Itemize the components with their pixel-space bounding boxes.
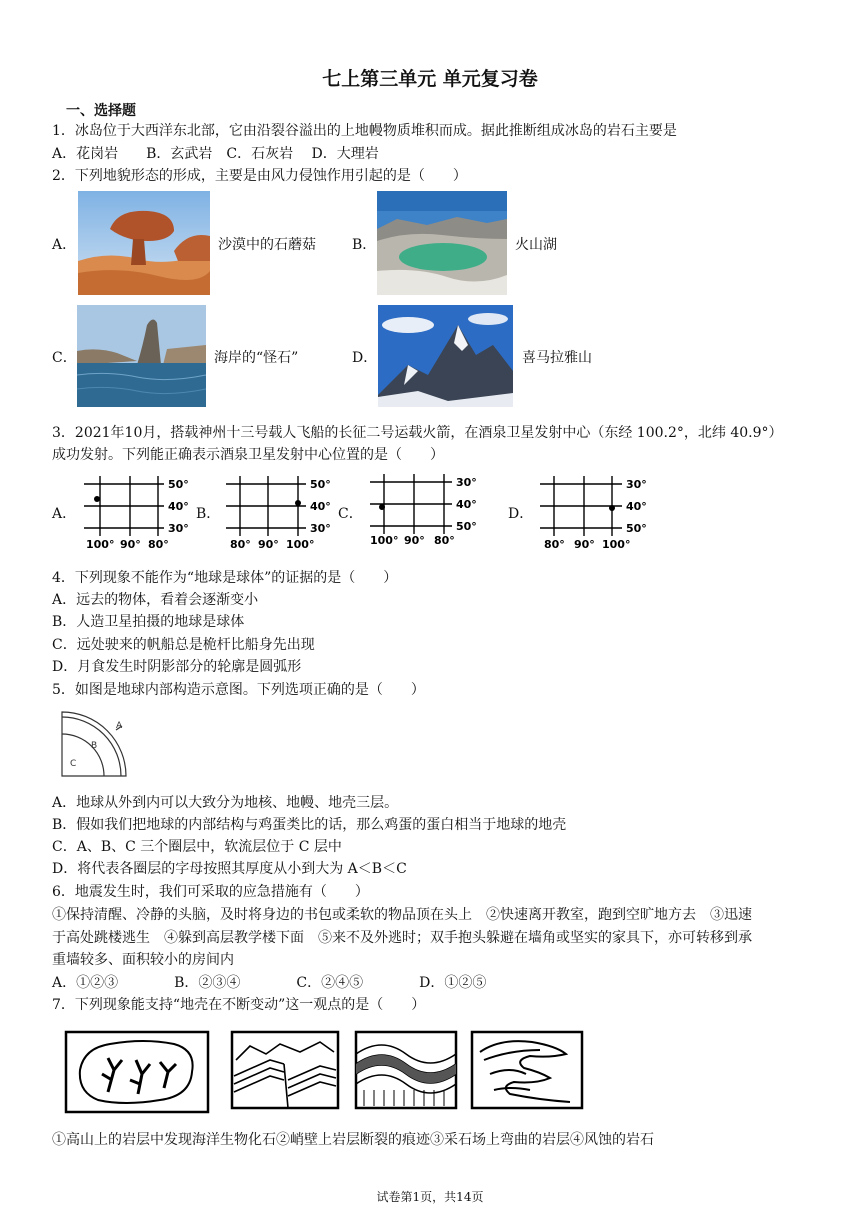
q4-option-d: D．月食发生时阴影部分的轮廓是圆弧形 [52,659,302,675]
q7-stem: 7．下列现象能支持“地壳在不断变动”这一观点的是（ ） [52,997,426,1013]
grid-d [540,472,658,552]
q1-options: A．花岗岩 B．玄武岩 C．石灰岩 D．大理岩 [52,146,379,162]
lon-label: 90° [404,534,425,547]
q2-option-a-letter: A． [52,237,77,253]
q2-option-d-caption: 喜马拉雅山 [522,350,592,366]
q4-option-b: B．人造卫星拍摄的地球是球体 [52,614,245,630]
lat-label: 30° [168,522,189,535]
q3-option-d-letter: D． [508,506,534,522]
earth-structure-diagram [58,708,138,780]
lat-label: 40° [168,500,189,513]
lat-label: 50° [626,522,647,535]
lat-label: 40° [456,498,477,511]
location-dot [379,504,385,510]
q2-stem: 2．下列地貌形态的形成，主要是由风力侵蚀作用引起的是（ ） [52,168,467,184]
q4-option-c: C．远处驶来的帆船总是桅杆比船身先出现 [52,637,315,653]
volcano-lake-photo [377,191,507,295]
lon-label: 80° [148,538,169,551]
weathered-rock-figure [470,1030,584,1110]
lat-label: 30° [626,478,647,491]
lat-label: 50° [310,478,331,491]
q3-option-c-letter: C． [338,506,363,522]
q6-body-line1: ①保持清醒、冷静的头脑，及时将身边的书包或柔软的物品顶在头上 ②快速离开教室，跑到空旷地方去 ③迅速 [52,907,752,923]
location-dot [609,505,615,511]
location-dot [94,496,100,502]
q2-option-b-letter: B． [352,237,377,253]
q4-option-a: A．远去的物体，看着会逐渐变小 [52,592,259,608]
q3-stem-line1: 3．2021年10月，搭载神州十三号载人飞船的长征二号运载火箭，在酒泉卫星发射中心（东经 100.2°，北纬 40.9°） [52,425,783,441]
page-footer: 试卷第1页，共14页 [376,1190,484,1204]
q5-option-d: D．将代表各圈层的字母按照其厚度从小到大为 A＜B＜C [52,861,407,877]
folded-strata-figure [354,1030,458,1110]
lon-label: 100° [86,538,115,551]
q2-option-b-caption: 火山湖 [515,237,557,253]
himalaya-photo [378,305,513,407]
q6-body-line2: 于高处跳楼逃生 ④躲到高层教学楼下面 ⑤来不及外逃时；双手抱头躲避在墙角或坚实的家具下，亦可转移到承 [52,930,752,946]
q2-option-c-letter: C． [52,350,77,366]
lon-label: 90° [258,538,279,551]
grid-c [366,470,486,550]
fault-figure [230,1030,340,1110]
lat-label: 40° [626,500,647,513]
stone-mushroom-photo [78,191,210,295]
section-heading: 一、选择题 [66,103,136,119]
lon-label: 100° [286,538,315,551]
q5-option-c: C．A、B、C 三个圈层中，软流层位于 C 层中 [52,839,342,855]
q4-stem: 4．下列现象不能作为“地球是球体”的证据的是（ ） [52,570,398,586]
lat-label: 30° [456,476,477,489]
q5-option-a: A．地球从外到内可以大致分为地核、地幔、地壳三层。 [52,795,399,811]
q5-stem: 5．如图是地球内部构造示意图。下列选项正确的是（ ） [52,682,425,698]
lat-label: 30° [310,522,331,535]
layer-label-a: A [116,721,123,731]
q3-option-a-letter: A． [52,506,77,522]
q3-option-b-letter: B． [196,506,221,522]
lon-label: 90° [120,538,141,551]
grid-a [80,472,198,552]
q2-option-a-caption: 沙漠中的石蘑菇 [218,237,316,253]
grid-b [222,472,340,552]
layer-label-b: B [91,741,98,751]
lat-label: 40° [310,500,331,513]
page-title: 七上第三单元 单元复习卷 [322,68,538,90]
q1-stem: 1．冰岛位于大西洋东北部，它由沿裂谷溢出的上地幔物质堆积而成。据此推断组成冰岛的岩石主要是 [52,123,677,139]
coastal-rock-photo [77,305,206,407]
q6-stem: 6．地震发生时，我们可采取的应急措施有（ ） [52,884,369,900]
lat-label: 50° [456,520,477,533]
lon-label: 90° [574,538,595,551]
q3-stem-line2: 成功发射。下列能正确表示酒泉卫星发射中心位置的是（ ） [52,447,444,463]
lon-label: 100° [370,534,399,547]
q2-option-c-caption: 海岸的“怪石” [214,350,299,366]
lon-label: 80° [230,538,251,551]
q6-options: A．①②③ B．②③④ C．②④⑤ D．①②⑤ [52,975,487,991]
lon-label: 100° [602,538,631,551]
lon-label: 80° [434,534,455,547]
q2-option-d-letter: D． [352,350,378,366]
lon-label: 80° [544,538,565,551]
location-dot [295,500,301,506]
lat-label: 50° [168,478,189,491]
layer-label-c: C [70,759,77,769]
q7-caption: ①高山上的岩层中发现海洋生物化石②峭壁上岩层断裂的痕迹③采石场上弯曲的岩层④风蚀的岩石 [52,1132,654,1148]
fossil-figure [64,1030,212,1116]
q5-option-b: B．假如我们把地球的内部结构与鸡蛋类比的话，那么鸡蛋的蛋白相当于地球的地壳 [52,817,567,833]
q6-body-line3: 重墙较多、面积较小的房间内 [52,952,234,968]
